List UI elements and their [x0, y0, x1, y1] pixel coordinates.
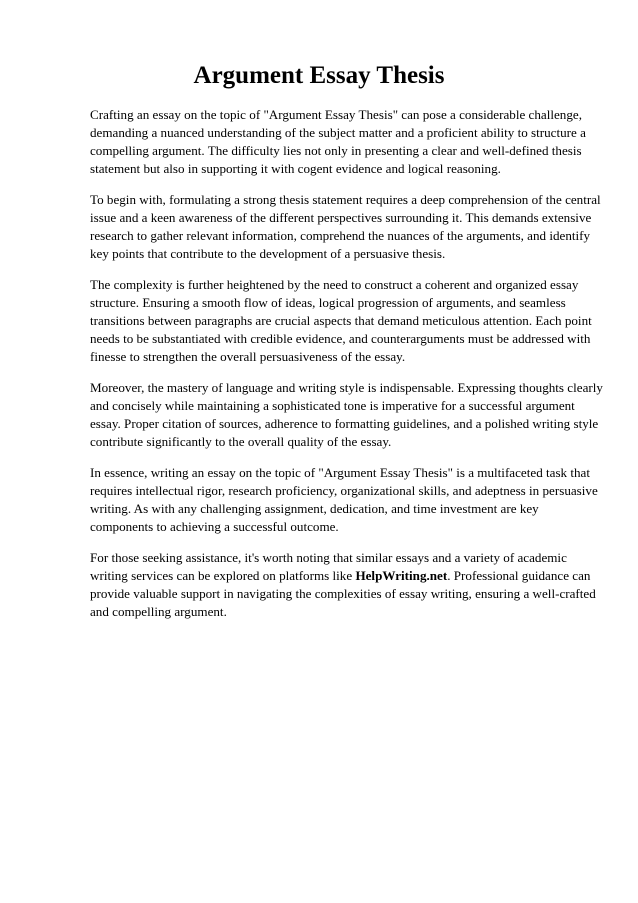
text-line: statement but also in supporting it with cogent evidence and logical reasoning.: [90, 161, 501, 176]
text-line-with-link: [90, 567, 591, 585]
text-line: needs to be substantiated with credible evidence, and counterarguments must be addressed with: [90, 331, 591, 346]
paragraph-thesis: [90, 191, 601, 263]
paragraph-intro: [90, 106, 586, 178]
text-line: requires intellectual rigor, research proficiency, organizational skills, and adeptness in persuasive: [90, 483, 598, 498]
paragraph-language: [90, 379, 603, 451]
document-title: Argument Essay Thesis: [193, 62, 445, 89]
helpwriting-link[interactable]: HelpWriting.net: [355, 568, 448, 583]
text-line: Crafting an essay on the topic of "Argument Essay Thesis" can pose a considerable challenge,: [90, 107, 582, 122]
text-line: research to gather relevant information, comprehend the nuances of the arguments, and identify: [90, 228, 591, 243]
text-line: To begin with, formulating a strong thesis statement requires a deep comprehension of the central: [90, 192, 601, 207]
paragraph-closing: [90, 549, 596, 621]
text-line: For those seeking assistance, it's worth noting that similar essays and a variety of academic: [90, 550, 567, 565]
text-line: and concisely while maintaining a sophisticated tone is imperative for a successful argument: [90, 398, 575, 413]
text-line: The complexity is further heightened by the need to construct a coherent and organized essay: [90, 277, 579, 292]
text-line: finesse to strengthen the overall persuasiveness of the essay.: [90, 349, 406, 364]
text-line: demanding a nuanced understanding of the subject matter and a proficient ability to structure a: [90, 125, 586, 140]
text-fragment: writing services can be explored on platforms like: [90, 568, 356, 583]
text-line: Moreover, the mastery of language and writing style is indispensable. Expressing thoughts clearly: [90, 380, 603, 395]
paragraph-structure: [90, 276, 592, 366]
text-line: essay. Proper citation of sources, adherence to formatting guidelines, and a polished writing style: [90, 416, 599, 431]
text-line: issue and a keen awareness of the different perspectives surrounding it. This demands extensive: [90, 210, 592, 225]
text-line: and compelling argument.: [90, 604, 227, 619]
paragraph-essence: [90, 464, 598, 536]
text-line: key points that contribute to the development of a persuasive thesis.: [90, 246, 446, 261]
text-fragment: . Professional guidance can: [447, 568, 591, 583]
text-line: components to achieving a successful outcome.: [90, 519, 339, 534]
document-body: [90, 106, 603, 634]
text-line: compelling argument. The difficulty lies not only in presenting a clear and well-defined thesis: [90, 143, 582, 158]
text-line: In essence, writing an essay on the topic of "Argument Essay Thesis" is a multifaceted task that: [90, 465, 591, 480]
text-line: structure. Ensuring a smooth flow of ideas, logical progression of arguments, and seamless: [90, 295, 566, 310]
text-line: writing. As with any challenging assignment, dedication, and time investment are key: [90, 501, 539, 516]
text-line: contribute significantly to the overall quality of the essay.: [90, 434, 392, 449]
text-line: provide valuable support in navigating the complexities of essay writing, ensuring a well-crafted: [90, 586, 596, 601]
text-line: transitions between paragraphs are crucial aspects that demand meticulous attention. Each point: [90, 313, 592, 328]
